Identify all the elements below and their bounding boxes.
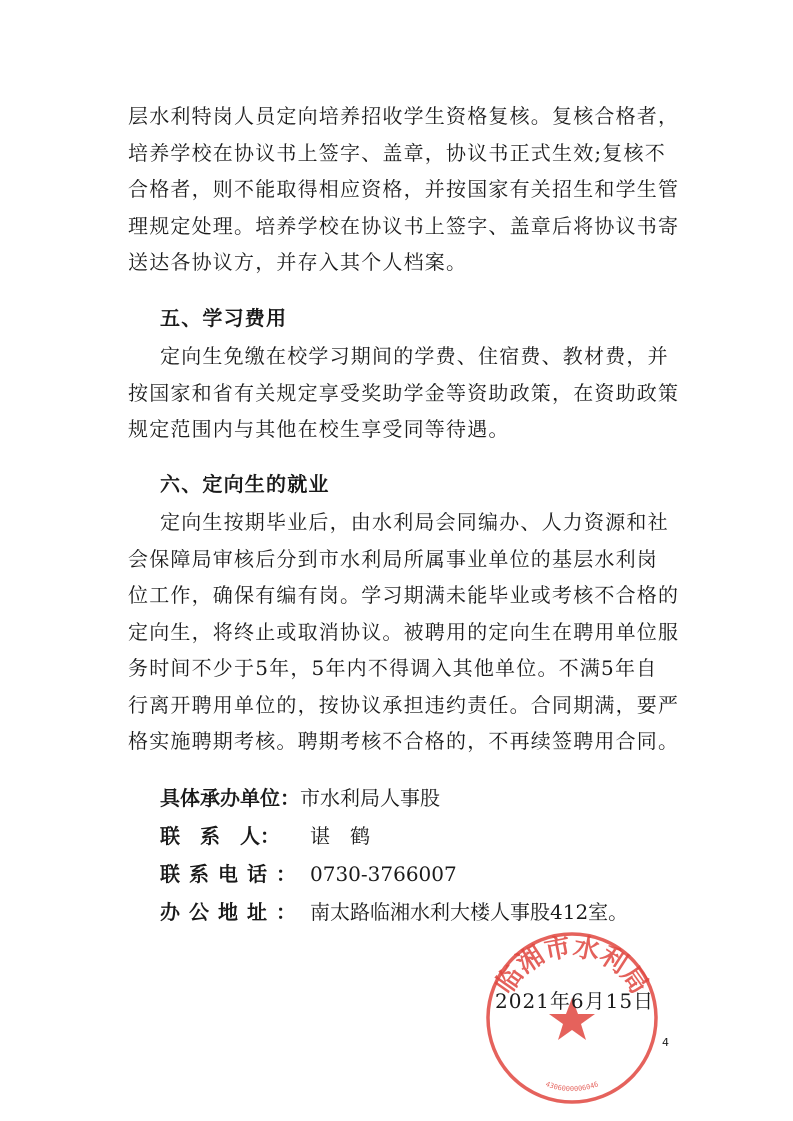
paragraph-line: 送达各协议方，并存入其个人档案。 [128,250,468,274]
contact-person-value: 谌 鹤 [310,824,370,848]
paragraph-line: 合格者，则不能取得相应资格，并按国家有关招生和学生管 [128,177,680,201]
paragraph-line: 定向生，将终止或取消协议。被聘用的定向生在聘用单位服 [128,619,680,644]
contact-unit-value: 市水利局人事股 [300,786,440,810]
paragraph-line: 格实施聘期考核。聘期考核不合格的，不再续签聘用合同。 [128,729,680,753]
section-heading-fees: 五、学习费用 [160,306,288,330]
contact-person [160,818,370,854]
section-heading-employment: 六、定向生的就业 [160,472,330,496]
paragraph-line: 按国家和省有关规定享受奖助学金等资助政策，在资助政策 [128,380,680,405]
paragraph-line: 务时间不少于5年，5年内不得调入其他单位。不满5年自 [128,656,658,680]
document-date: 2021年6月15日 [495,989,655,1013]
seal-code: 4306000006046 [544,1080,600,1094]
seal-text: 临湘市水利局 [490,932,654,1000]
paragraph-line: 层水利特岗人员定向培养招收学生资格复核。复核合格者， [128,104,680,128]
paragraph-line: 定向生按期毕业后，由水利局会同编办、人力资源和社 [160,510,669,534]
official-seal [482,928,662,1108]
paragraph-line: 会保障局审核后分到市水利局所属事业单位的基层水利岗 [128,546,658,571]
paragraph-line: 位工作，确保有编有岗。学习期满未能毕业或考核不合格的 [128,583,680,607]
contact-address-value: 南太路临湘水利大楼人事股412室。 [310,900,629,924]
paragraph-line: 规定范围内与其他在校生享受同等待遇。 [128,417,510,441]
contact-phone [160,856,457,892]
contact-person-label: 联 系 人： [160,824,280,848]
contact-phone-value: 0730-3766007 [310,862,457,886]
contact-phone-label: 联系电话： [160,862,305,886]
contact-unit-label: 具体承办单位： [160,786,300,810]
contact-address-label: 办公地址： [160,900,305,924]
svg-text:4306000006046 [544,1080,599,1093]
paragraph-line: 培养学校在协议书上签字、盖章，协议书正式生效;复核不 [128,140,666,165]
paragraph-line: 理规定处理。培养学校在协议书上签字、盖章后将协议书寄 [128,213,680,238]
paragraph-line: 行离开聘用单位的，按协议承担违约责任。合同期满，要严 [128,692,680,717]
page-number: 4 [662,1036,669,1049]
contact-unit [160,780,440,816]
contact-address [160,894,628,930]
paragraph-line: 定向生免缴在校学习期间的学费、住宿费、教材费，并 [160,344,669,368]
